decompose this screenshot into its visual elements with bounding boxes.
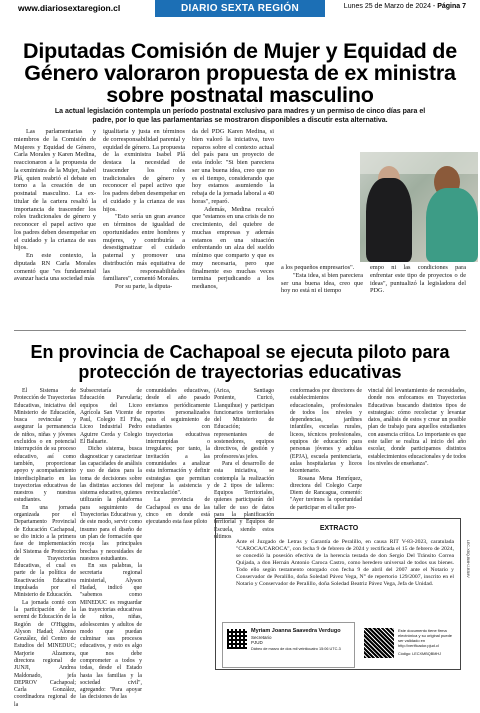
site-url[interactable]: www.diariosextaregion.cl: [18, 3, 121, 13]
extracto-body: Ante el Juzgado de Letras y Garantía de Peralillo, en causa RIT V-83-2023, caratulada "CAROCA/CAROCA", con fecha 9 de febrero de 2024 y rectificada el 15 de febrero de 2024, se concedió la posesión efectiva de la herencia testada de don Sergio Del Tránsito Correa Quijada, a don Hernán Antonio Caroca Castro, como heredero universal de todos sus bienes. Todo ello según testamento otorgado con fecha 9 de abril del 2007 ante el Notario y Conservador de Peralillo, doña Soledad Pávez Vega, N° de repertorio 129/2007, inscrito en el Notario y Conservador de Peralillo, doña Soledad Beatriz Pávez Vega, Jefa de Unidad.: [236, 539, 454, 587]
article1-column-4: [281, 264, 363, 295]
signer-role-text: Secretario: [251, 635, 272, 640]
article2-column-1: [14, 388, 76, 709]
page-number: Página 7: [437, 3, 466, 10]
verification-code: Código: LECXMBQBMHJ: [398, 652, 442, 656]
vertical-code-text: LEC-XBQ-BMHJ-B3MV: [466, 540, 470, 578]
person-body: [426, 188, 478, 262]
paragraph: El Sistema de Protección de Trayectorias Educativas, iniciativa del Ministerio de Educación, busca revincular y asegurar la permanencia de niños, niñas y jóvenes excluidos o en potencial interrupción de su proceso educativo, así como también, proporcionar apoyo y acompañamiento interdisciplinario en las trayectorias educativas de nuestros y nuestras estudiantes.: [14, 388, 76, 504]
page-date: [344, 3, 466, 10]
extracto-title: EXTRACTO: [319, 525, 359, 532]
paragraph: Además, Medina recalcó que "estamos en una crisis de no crecimiento, del quiebre de muchas empresas y además estamos en una situación enfrentando un alza del sueldo mínimo que comparto y que es muy necesaria, pero que finalmente eso muchas veces termina perjudicando a los medianos,: [192, 205, 274, 290]
paragraph: La jornada contó con la participación de la seremi de Educación de la Región de O'Higgins, Alyson Hadad; Alonso González, del Centro de Estudios del MINEDUC; Marjorie Alzamora, directora regional de JUNJI, Andrea Maldonado, jefa DEPROV Cachapoal; Carla González, coordinadora regional de la: [14, 599, 76, 708]
verification-box: [364, 622, 456, 668]
paragraph: En una jornada organizada por el Departamento Provincial de Educación Cachapoal, se dio inicio a la primera fase de implementación del Sistema de Protección de Trayectorias Educativas, el cual es parte de la política de Reactivación Educativa impulsada por el Ministerio de Educación.: [14, 504, 76, 599]
vertical-document-code: [464, 540, 470, 640]
paragraph: Por su parte, la diputa-: [115, 283, 173, 290]
paragraph: conformados por directores de establecimientos educacionales, profesionales de todos los niveles y dependencias, jardines infantiles, escuelas rurales, liceos, técnicos profesionales, equipos de educación para personas jóvenes y adultas (EPJA), escuela penitenciaria, aulas hospitalarias y liceos bicentenario.: [290, 388, 362, 475]
signer-detail: Dábeo de marzo de dos mil veinticuatro 15:06 UTC-3: [251, 647, 341, 651]
date-text: Lunes 25 de Marzo de 2024 -: [343, 3, 438, 10]
article2-column-6: [368, 388, 466, 468]
paragraph: comunidades educativas, desde el año pasado enviamos periódicamente reportes personalizados para el seguimiento de estudiantes con trayectorias educativas interrumpidas o irregulares; por tanto, la invitación a las comunidades a analizar esta información y definir estrategias que permitan mejorar la asistencia y revinculación".: [146, 388, 210, 497]
signer-role: [251, 635, 272, 645]
signer-unit: PJUD: [251, 640, 263, 645]
paragraph: "Esto sería un gran avance en términos de igualdad de oportunidades entre hombres y mujeres, y contribuiría a desestigmatizar el cuidado paternal y promover una distribución más equitativa de las responsabilidades familiares", comentó Morales.: [103, 213, 185, 283]
signature-qr-icon: [227, 629, 247, 649]
article1-headline: Diputadas Comisión de Mujer y Equidad de Género valoraron propuesta de ex ministra sobre postnatal masculino: [23, 39, 457, 107]
paragraph: Dicho sistema, busca diagnosticar y caracterizar las capacidades de análisis y uso de datos para la toma de decisiones sobre las distintas acciones del sistema educativo, quienes utilizarán la plataforma para seguimiento de Trayectorias Educativas y, de este modo, servir como insumo para el diseño de un plan de formación que recoja las principales brechas y necesidades de nuestros estudiantes.: [80, 446, 142, 562]
article1-photo: [360, 152, 478, 262]
section-divider: [14, 330, 466, 331]
paragraph: (Arica, Santiago Poniente, Curicó, Llanquihue) y participan funcionarios territoriales del Ministerio de Educación; representantes de sostenedores, equipos directivos, de gestión y profesores/as jefes.: [214, 388, 274, 460]
page-header: [0, 0, 480, 17]
electronic-signature-box: [222, 622, 355, 668]
signer-name: Myriam Joanna Saavedra Verdugo: [251, 628, 341, 634]
paragraph: Las parlamentarias y miembros de la Comisión de Mujeres y Equidad de Género, Carla Morales y Karen Medina, reaccionaron a la propuesta de la exministra de la Mujer, Isabel Plá, quien reabrió el debate en torno a la creación de un postnatal masculino. La ex-titular de la cartera resaltó la importancia de trascender los roles tradicionales de género y reconocer el papel activo que los padres deben desempeñar en el cuidado y la crianza de sus hijos.: [14, 128, 96, 252]
article2-headline: En provincia de Cachapoal se ejecuta piloto para protección de trayectorias educativas: [30, 342, 450, 382]
person-body: [366, 178, 412, 262]
article1-subhead: La actual legislación contempla un período postnatal exclusivo para madres y un permiso de cinco días para el padre, por lo que las parlamentarias se mostraron disponibles a discutir esta alternativa.: [54, 108, 426, 124]
verification-qr-icon[interactable]: [364, 628, 394, 658]
photo-background: [360, 152, 478, 174]
paragraph: En sus palabras, la secretaria regional ministerial, Alyson Hadad, indicó que "sabemos como MINEDUC es resguardar las trayectorias educativas de niños, niñas, adolescentes y adultos de modo que puedan culminar sus procesos educativos, y esto es algo que nos debe comprometer a todos y todas, desde el Estado hasta las familias y la sociedad civil", agregando: "Para apoyar las decisiones de las: [80, 563, 142, 701]
article2-column-5: [290, 388, 362, 512]
article2-column-2: [80, 388, 142, 702]
paragraph: En este contexto, la diputada RN Carla Morales comentó que "es fundamental avanzar hacia una sociedad más: [14, 252, 96, 283]
verification-text: Este documento tiene firma electrónica y su original puede ser validado en http://verificador.pjud.cl: [398, 628, 453, 648]
article1-column-3: [192, 128, 274, 291]
paragraph: vincial del levantamiento de necesidades, donde nos enfocamos en Trayectorias Educativas buscando distintos tipos de estrategias: cómo recolectar y levantar datos, análisis de estos y crear un posible plan de trabajo para aquellos estudiantes con ausencia crítica. Lo importante es que este taller se realiza al inicio del año escolar, donde participamos distintos establecimientos educacionales y de todos los niveles de enseñanza".: [368, 388, 466, 467]
paragraph: igualitaria y justa en términos de corresponsabilidad parental y equidad de género. La propuesta de la exministra Isabel Plá destaca la necesidad de trascender los roles tradicionales de género y reconocer el papel activo que los padres deben desempeñar en el cuidado y la crianza de sus hijos.: [103, 128, 186, 213]
paragraph: La provincia de Cachapoal es una de las cinco en donde está ejecutando esta fase piloto: [146, 497, 210, 526]
paragraph: Subsecretaría de Educación Parvularia; equipos del Liceo Agrícola San Vicente de Paul, Colegio El Fiba, Liceo Industrial Pedro Aguirre Cerda y Colegio El Baluarte.: [80, 388, 142, 446]
newspaper-banner: DIARIO SEXTA REGIÓN: [155, 0, 325, 17]
paragraph: Rosana Mena Henríquez, directora del Colegio Carpe Diem de Rancagua, comentó: "Ayer tuvimos la oportunidad de participar en el taller pro-: [290, 475, 362, 511]
paragraph: a los pequeños empresarios".: [281, 264, 355, 271]
article1-column-5: [370, 264, 466, 295]
article2-column-3: [146, 388, 210, 527]
article1-column-1: [14, 128, 96, 283]
paragraph: "Esta idea, si bien pareciera ser una buena idea, creo que hoy no está ni el tiempo: [281, 271, 363, 295]
legal-notice-extracto: [215, 518, 461, 670]
paragraph: empo ni las condiciones para enfrentar este tipo de proyectos o de ideas", puntualizó la legisladora del PDG.: [370, 264, 466, 295]
article1-column-2: [103, 128, 185, 291]
paragraph: da del PDG Karen Medina, si bien valoró la iniciativa, tuvo reparos sobre el contexto actual del país para un proyecto de esta índole: "Si bien pareciera ser una buena idea, creo que no es el tiempo, considerando que hoy estamos asumiendo la rebaja de la jornada laboral a 40 horas", reparó.: [192, 128, 274, 205]
paragraph: Para el desarrollo de esta iniciativa, se contempla la realización de 2 tipos de talleres: Equipos Territoriales, quienes participarán del taller de uso de datos para la planificación territorial y Equipos de Escuela, siendo estos últimos: [214, 460, 274, 540]
